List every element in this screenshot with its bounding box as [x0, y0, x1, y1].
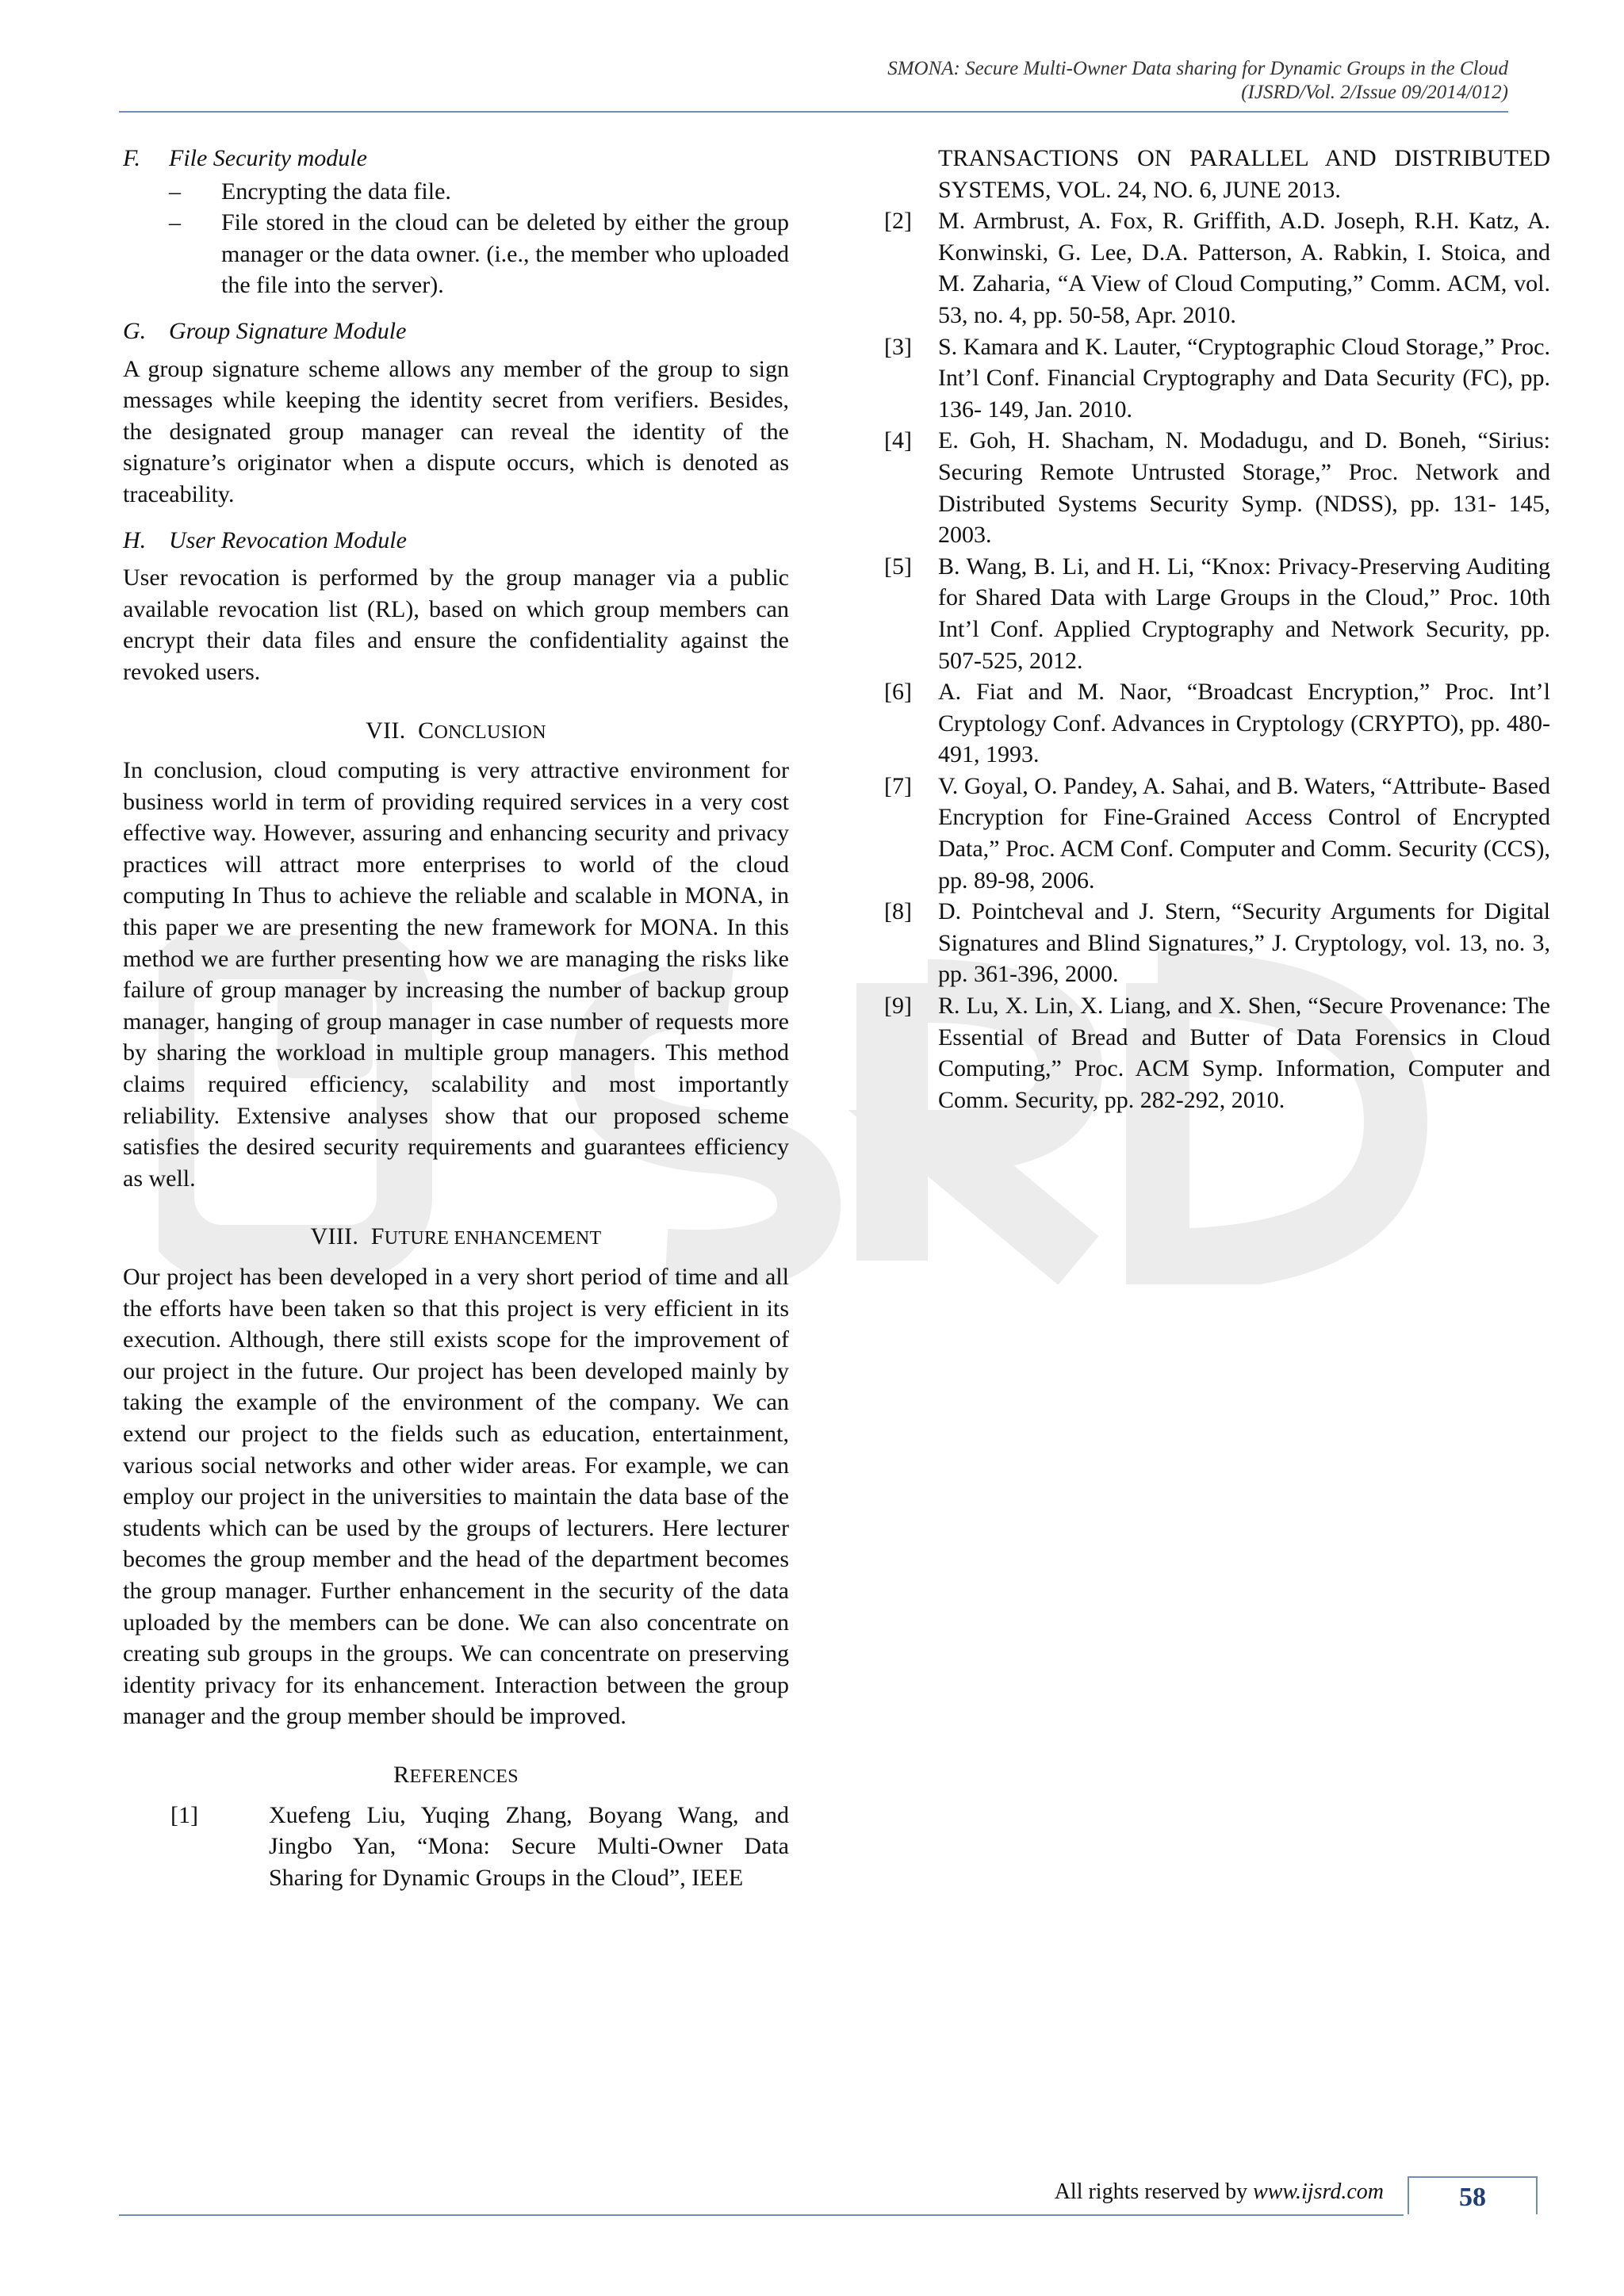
- paragraph: User revocation is performed by the group manager via a public available revocation list (RL), based on which group members can encrypt their data files and ensure the confidentiality against the revoked users.: [123, 564, 789, 685]
- paragraph: Our project has been developed in a very short period of time and all the efforts have been taken so that this project is very efficient in its execution. Although, there still exists scope for the improvement of our project in the future. Our project has been developed mainly by taking the example of the environment of the company. We can extend our project to the fields such as education, entertainment, various social networks and other wider areas. For example, we can employ our project in the universities to maintain the data base of the students which can be used by the groups of lecturers. Here lecturer becomes the group member and the head of the department becomes the group manager. Further enhancement in the security of the data uploaded by the members can be done. We can also concentrate on creating sub groups in the groups. We can concentrate on preserving identity privacy for its enhancement. Interaction between the group manager and the group member should be improved.: [123, 1264, 789, 1730]
- reference-item: [884, 990, 1550, 1115]
- section-number: VII.: [366, 717, 406, 744]
- reference-number: [6]: [884, 679, 912, 706]
- header-issue: (IJSRD/Vol. 2/Issue 09/2014/012): [1241, 82, 1508, 103]
- reference-number: [4]: [884, 427, 912, 454]
- reference-text: S. Kamara and K. Lauter, “Cryptographic Cloud Storage,” Proc. Int’l Conf. Financial Cryptography and Data Security (FC), pp. 136- 149, Jan. 2010.: [938, 333, 1550, 423]
- section-heading-references: [123, 1759, 789, 1793]
- page-footer: [119, 2176, 1538, 2218]
- reference-list: [884, 205, 1550, 1115]
- right-column: [884, 143, 1550, 1115]
- reference-item: [884, 331, 1550, 426]
- list-item-text: Encrypting the data file.: [221, 178, 451, 205]
- subsection-heading-g: [123, 316, 789, 347]
- footer-divider: [119, 2214, 1404, 2216]
- subsection-label: G.: [123, 317, 147, 344]
- reference-item: [884, 676, 1550, 771]
- subsection-title: User Revocation Module: [169, 526, 407, 553]
- section-title-initial: C: [418, 717, 435, 744]
- reference-text: E. Goh, H. Shacham, N. Modadugu, and D. Boneh, “Sirius: Securing Remote Untrusted Storage,” Proc. Network and Distributed Systems Security Symp. (NDSS), pp. 131- 145, 2003.: [938, 427, 1550, 549]
- reference-text: R. Lu, X. Lin, X. Liang, and X. Shen, “Secure Provenance: The Essential of Bread and Butter of Data Forensics in Cloud Computing,” Proc. ACM Symp. Information, Computer and Comm. Security, pp. 282-292, 2010.: [938, 993, 1550, 1113]
- subsection-heading-f: [123, 143, 789, 174]
- header-divider: [119, 111, 1508, 113]
- reference-item: [884, 896, 1550, 990]
- reference-text: M. Armbrust, A. Fox, R. Griffith, A.D. Joseph, R.H. Katz, A. Konwinski, G. Lee, D.A. Patterson, A. Rabkin, I. Stoica, and M. Zaharia, “A View of Cloud Computing,” Comm. ACM, vol. 53, no. 4, pp. 50-58, Apr. 2010.: [938, 208, 1550, 328]
- subsection-title: File Security module: [169, 145, 367, 171]
- reference-list: [123, 1800, 789, 1894]
- section-heading-future: [123, 1221, 789, 1255]
- reference-number: [5]: [884, 553, 912, 580]
- subsection-label: F.: [123, 145, 140, 171]
- reference-number: [7]: [884, 772, 912, 799]
- reference-continuation: TRANSACTIONS ON PARALLEL AND DISTRIBUTED SYSTEMS, VOL. 24, NO. 6, JUNE 2013.: [938, 145, 1550, 203]
- website-link[interactable]: www.ijsrd.com: [1253, 2179, 1384, 2204]
- subsection-title: Group Signature Module: [169, 317, 407, 344]
- list-item-text: File stored in the cloud can be deleted by either the group manager or the data owner. (i.e., the member who uploaded the file into the server).: [221, 209, 789, 299]
- reference-number: [2]: [884, 208, 912, 235]
- list-item: [123, 176, 789, 208]
- subsection-label: H.: [123, 526, 147, 553]
- reference-item: [884, 425, 1550, 550]
- reference-item: [884, 771, 1550, 896]
- page-number: 58: [1408, 2176, 1538, 2214]
- list-item: [123, 207, 789, 301]
- reference-text: A. Fiat and M. Naor, “Broadcast Encryption,” Proc. Int’l Cryptology Conf. Advances in Cryptology (CRYPTO), pp. 480-491, 1993.: [938, 679, 1550, 768]
- reference-item: [123, 1800, 789, 1894]
- section-number: VIII.: [310, 1223, 359, 1250]
- paragraph: A group signature scheme allows any member of the group to sign messages while keeping the identity secret from verifiers. Besides, the designated group manager can reveal the identity of the signature’s originator when a dispute occurs, which is denoted as traceability.: [123, 355, 789, 507]
- dash-bullet-icon: –: [169, 178, 181, 205]
- reference-number: [9]: [884, 993, 912, 1020]
- header-title: SMONA: Secure Multi-Owner Data sharing for Dynamic Groups in the Cloud: [887, 58, 1508, 79]
- copyright-prefix: All rights reserved by: [1054, 2179, 1254, 2204]
- section-title-rest: EFERENCES: [409, 1766, 519, 1787]
- running-header: [119, 57, 1508, 105]
- reference-item: [884, 551, 1550, 676]
- reference-text: B. Wang, B. Li, and H. Li, “Knox: Privacy-Preserving Auditing for Shared Data with Large Groups in the Cloud,” Proc. 10th Int’l Conf. Applied Cryptography and Network Security, pp. 507-525, 2012.: [938, 553, 1550, 674]
- section-heading-conclusion: [123, 715, 789, 749]
- section-title-initial: F: [370, 1223, 385, 1250]
- reference-number: [8]: [884, 898, 912, 925]
- dash-bullet-icon: –: [169, 209, 181, 236]
- reference-text: D. Pointcheval and J. Stern, “Security Arguments for Digital Signatures and Blind Signatures,” J. Cryptology, vol. 13, no. 3, pp. 361-396, 2000.: [938, 898, 1550, 988]
- reference-text: Xuefeng Liu, Yuqing Zhang, Boyang Wang, and Jingbo Yan, “Mona: Secure Multi-Owner Data Sharing for Dynamic Groups in the Cloud”, IEEE: [269, 1801, 789, 1891]
- reference-number: [3]: [884, 333, 912, 360]
- section-title-rest: ONCLUSION: [434, 721, 546, 743]
- copyright-notice: [1055, 2179, 1384, 2205]
- file-security-list: [123, 176, 789, 301]
- subsection-heading-h: [123, 525, 789, 557]
- paragraph: In conclusion, cloud computing is very attractive environment for business world in term of providing required services in a very cost effective way. However, assuring and enhancing security and privacy practices will attract more enterprises to world of the cloud computing In Thus to achieve the reliable and scalable in MONA, in this paper we are presenting the new framework for MONA. In this method we are further presenting how we are managing the risks like failure of group manager by increasing the number of backup group manager, hanging of group manager in case number of requests more by sharing the workload in multiple group managers. This method claims required efficiency, scalability and most importantly reliability. Extensive analyses show that our proposed scheme satisfies the desired security requirements and guarantees efficiency as well.: [123, 757, 789, 1192]
- left-column: [123, 143, 789, 1893]
- reference-text: V. Goyal, O. Pandey, A. Sahai, and B. Waters, “Attribute- Based Encryption for Fine-Grained Access Control of Encrypted Data,” Proc. ACM Conf. Computer and Comm. Security (CCS), pp. 89-98, 2006.: [938, 772, 1550, 894]
- section-title-initial: R: [393, 1761, 410, 1788]
- reference-number: [1]: [170, 1801, 198, 1828]
- reference-item: [884, 205, 1550, 331]
- section-title-rest: UTURE ENHANCEMENT: [384, 1228, 602, 1249]
